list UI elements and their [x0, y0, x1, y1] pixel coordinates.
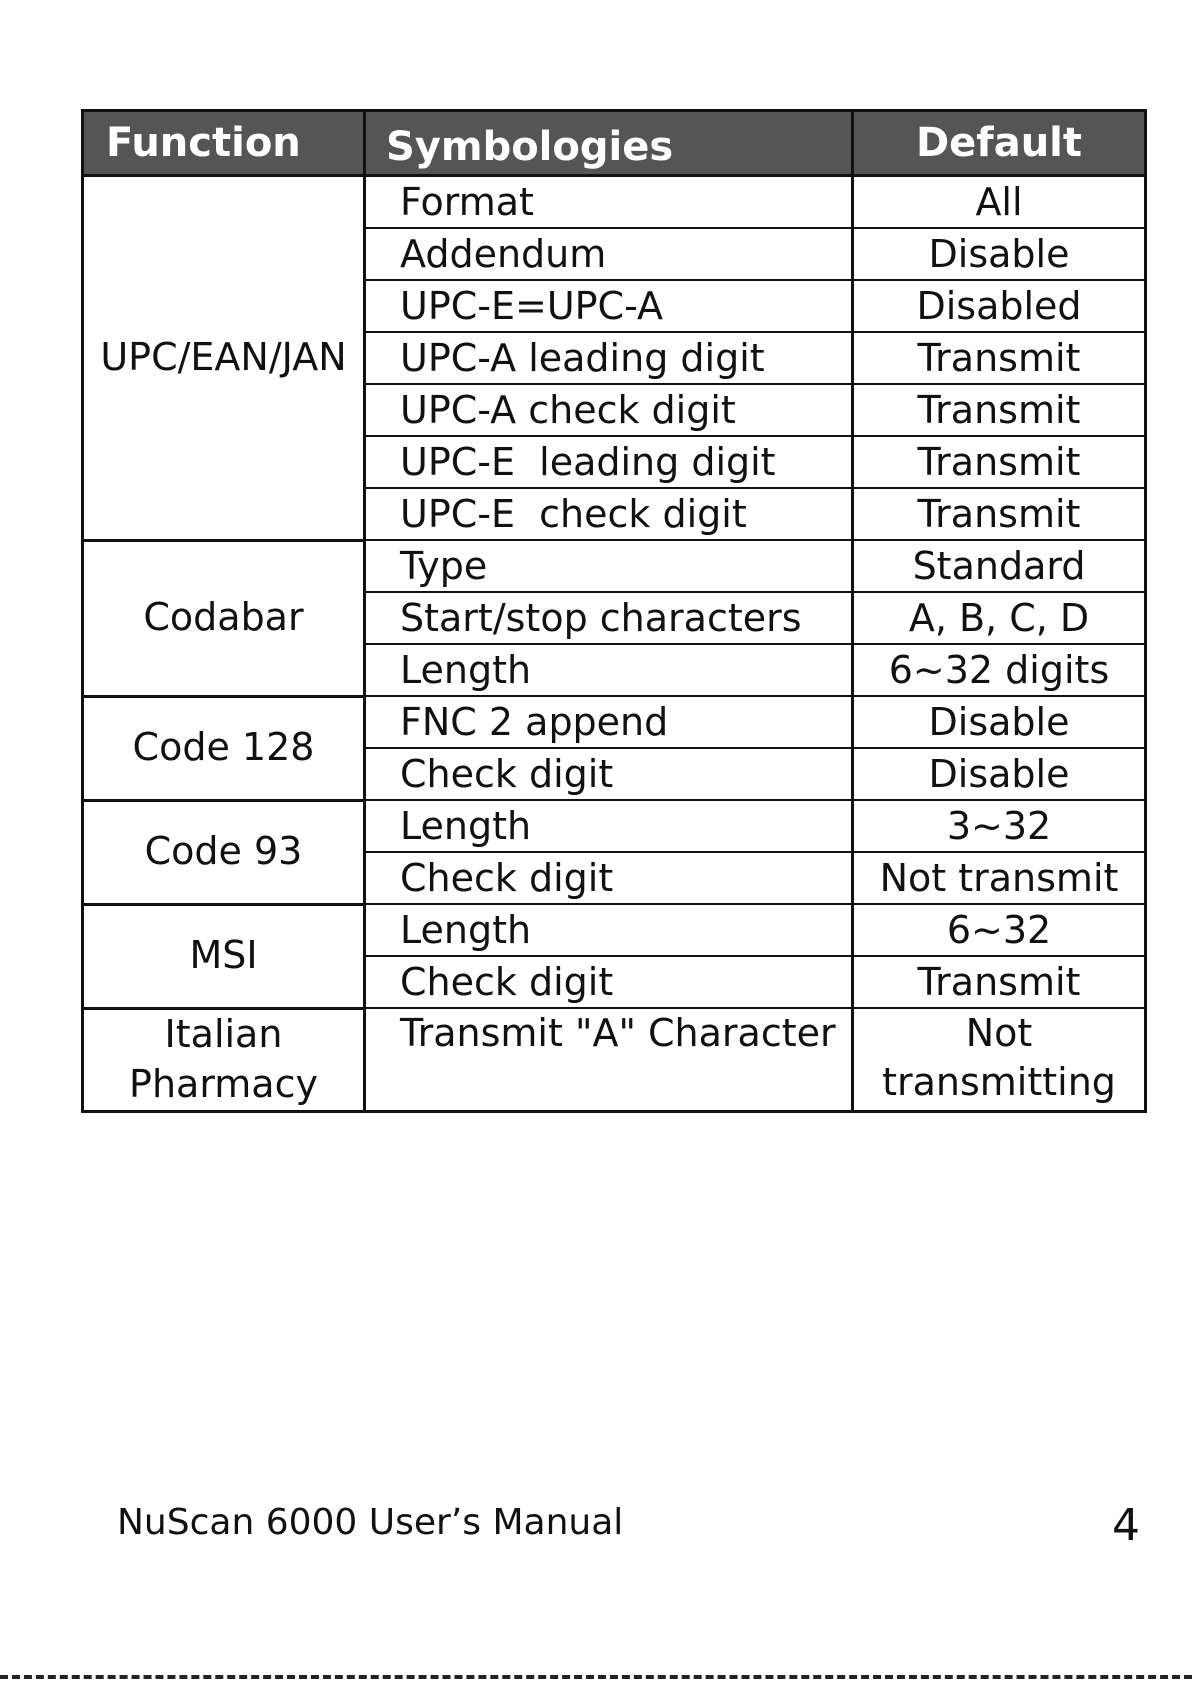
- table-row: [83, 696, 1146, 748]
- symbology-cell: Length: [365, 800, 853, 852]
- default-cell: 3~32: [853, 800, 1146, 852]
- default-cell: Disable: [853, 696, 1146, 748]
- default-cell: Transmit: [853, 956, 1146, 1008]
- symbology-cell: UPC-A check digit: [365, 384, 853, 436]
- symbology-cell: Transmit "A" Character: [365, 1008, 853, 1111]
- table-row: [83, 904, 1146, 956]
- function-cell-code-128: Code 128: [83, 696, 365, 800]
- default-cell: Not transmitting: [853, 1008, 1146, 1111]
- function-cell-italian-pharmacy: Italian Pharmacy: [83, 1008, 365, 1111]
- default-cell: Transmit: [853, 384, 1146, 436]
- page-edge-divider: [0, 1675, 1192, 1679]
- default-cell: Transmit: [853, 488, 1146, 540]
- symbology-cell: Length: [365, 644, 853, 696]
- header-function: Function: [83, 111, 365, 176]
- symbology-cell: UPC-E=UPC-A: [365, 280, 853, 332]
- default-cell: Transmit: [853, 436, 1146, 488]
- default-cell: Disable: [853, 228, 1146, 280]
- default-cell: Standard: [853, 540, 1146, 592]
- symbology-cell: UPC-E check digit: [365, 488, 853, 540]
- function-cell-msi: MSI: [83, 904, 365, 1008]
- symbology-cell: UPC-E leading digit: [365, 436, 853, 488]
- header-symbologies: Symbologies: [365, 111, 853, 176]
- default-cell: Not transmit: [853, 852, 1146, 904]
- manual-title-footer: NuScan 6000 User’s Manual: [117, 1502, 624, 1543]
- default-cell: Transmit: [853, 332, 1146, 384]
- symbology-cell: Addendum: [365, 228, 853, 280]
- symbology-cell: Check digit: [365, 852, 853, 904]
- table-row: [83, 176, 1146, 229]
- default-cell: Disabled: [853, 280, 1146, 332]
- symbology-cell: Format: [365, 176, 853, 229]
- symbology-cell: Check digit: [365, 748, 853, 800]
- symbology-cell: Check digit: [365, 956, 853, 1008]
- page-number: 4: [1112, 1500, 1140, 1551]
- table-row: [83, 1008, 1146, 1111]
- header-default: Default: [853, 111, 1146, 176]
- symbology-cell: Start/stop characters: [365, 592, 853, 644]
- symbology-cell: Type: [365, 540, 853, 592]
- default-cell: 6~32 digits: [853, 644, 1146, 696]
- symbology-cell: FNC 2 append: [365, 696, 853, 748]
- symbology-cell: Length: [365, 904, 853, 956]
- table-row: [83, 800, 1146, 852]
- settings-table-container: [81, 109, 1144, 1113]
- function-cell-upc-ean-jan: UPC/EAN/JAN: [83, 176, 365, 541]
- table-row: [83, 540, 1146, 592]
- default-cell: Disable: [853, 748, 1146, 800]
- function-cell-code-93: Code 93: [83, 800, 365, 904]
- table-header-row: [83, 111, 1146, 176]
- default-settings-table: [81, 109, 1147, 1113]
- symbology-cell: UPC-A leading digit: [365, 332, 853, 384]
- default-cell: All: [853, 176, 1146, 229]
- function-cell-codabar: Codabar: [83, 540, 365, 696]
- default-cell: A, B, C, D: [853, 592, 1146, 644]
- default-cell: 6~32: [853, 904, 1146, 956]
